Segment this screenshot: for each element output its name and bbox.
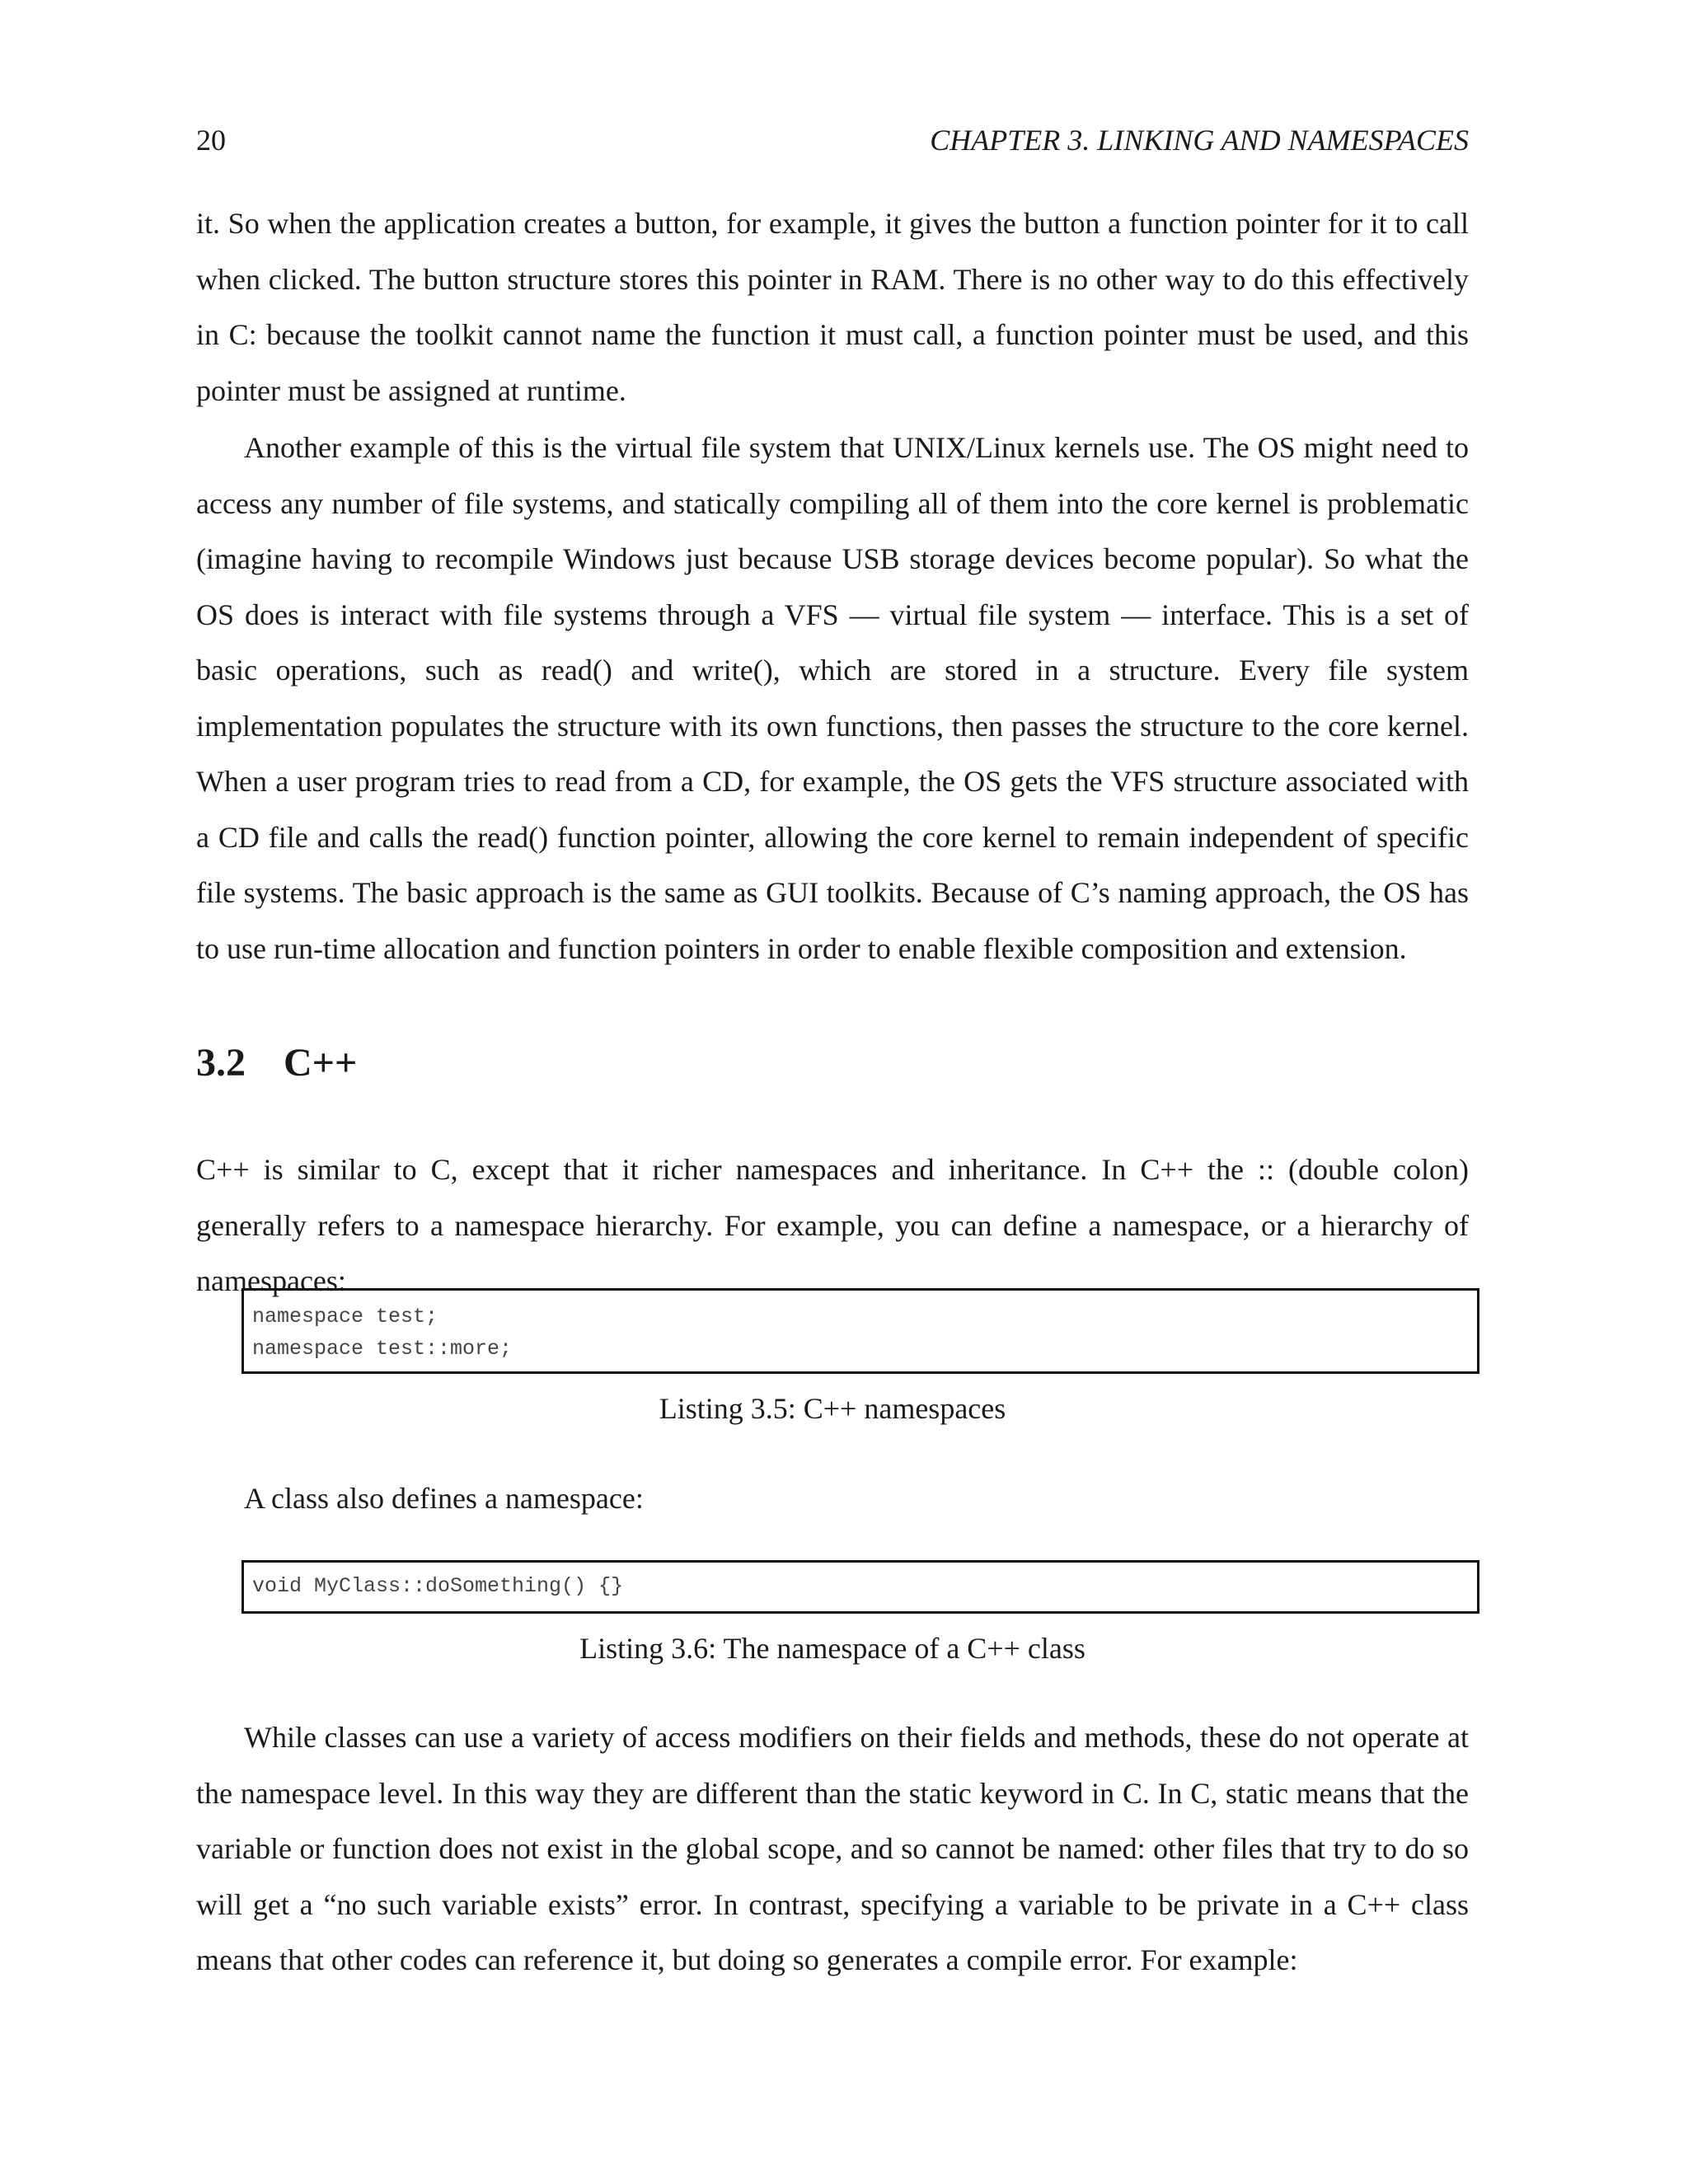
section-title: C++ bbox=[284, 1041, 358, 1085]
running-head: CHAPTER 3. LINKING AND NAMESPACES bbox=[930, 124, 1469, 157]
code-listing-namespaces: namespace test; namespace test::more; bbox=[241, 1288, 1479, 1374]
paragraph-vfs-example: Another example of this is the virtual file system that UNIX/Linux kernels use. The OS might need to access any number of file systems, and statically compiling all of them into the core kernel is problematic (imagine having to recompile Windows just because USB storage devices become popular). So what the OS does is interact with file systems through a VFS — virtual file system — interface. This is a set of basic operations, such as read() and write(), which are stored in a structure. Every file system implementation populates the structure with its own functions, then passes the structure to the core kernel. When a user program tries to read from a CD, for example, the OS gets the VFS structure associated with a CD file and calls the read() function pointer, allowing the core kernel to remain independent of specific file systems. The basic approach is the same as GUI toolkits. Because of C’s naming approach, the OS has to use run-time allocation and function pointers in order to enable flexible composition and extension. bbox=[196, 431, 1469, 965]
section-number: 3.2 bbox=[196, 1041, 246, 1085]
paragraph-cpp-intro: C++ is similar to C, except that it richer namespaces and inheritance. In C++ the :: (double colon) generally refers to a namespace hierarchy. For example, you can define a namespace, or a hierarchy of namespaces: bbox=[196, 1153, 1469, 1297]
page-number: 20 bbox=[196, 124, 226, 157]
listing-caption-namespaces: Listing 3.5: C++ namespaces bbox=[659, 1392, 1006, 1425]
code-listing-class: void MyClass::doSomething() {} bbox=[241, 1560, 1479, 1614]
paragraph-class-namespace: A class also defines a namespace: bbox=[244, 1482, 644, 1515]
section-heading bbox=[196, 1043, 357, 1083]
paragraph-continuation: it. So when the application creates a button, for example, it gives the button a function pointer for it to call when clicked. The button structure stores this pointer in RAM. There is no other way to do this effectively in C: because the toolkit cannot name the function it must call, a function pointer must be used, and this pointer must be assigned at runtime. bbox=[196, 207, 1469, 407]
listing-caption-class: Listing 3.6: The namespace of a C++ class bbox=[579, 1632, 1085, 1665]
paragraph-access-modifiers: While classes can use a variety of access modifiers on their fields and methods, these do not operate at the namespace level. In this way they are different than the static keyword in C. In C, static means that the variable or function does not exist in the global scope, and so cannot be named: other files that try to do so will get a “no such variable exists” error. In contrast, specifying a variable to be private in a C++ class means that other codes can reference it, but doing so generates a compile error. For example: bbox=[196, 1721, 1469, 1976]
